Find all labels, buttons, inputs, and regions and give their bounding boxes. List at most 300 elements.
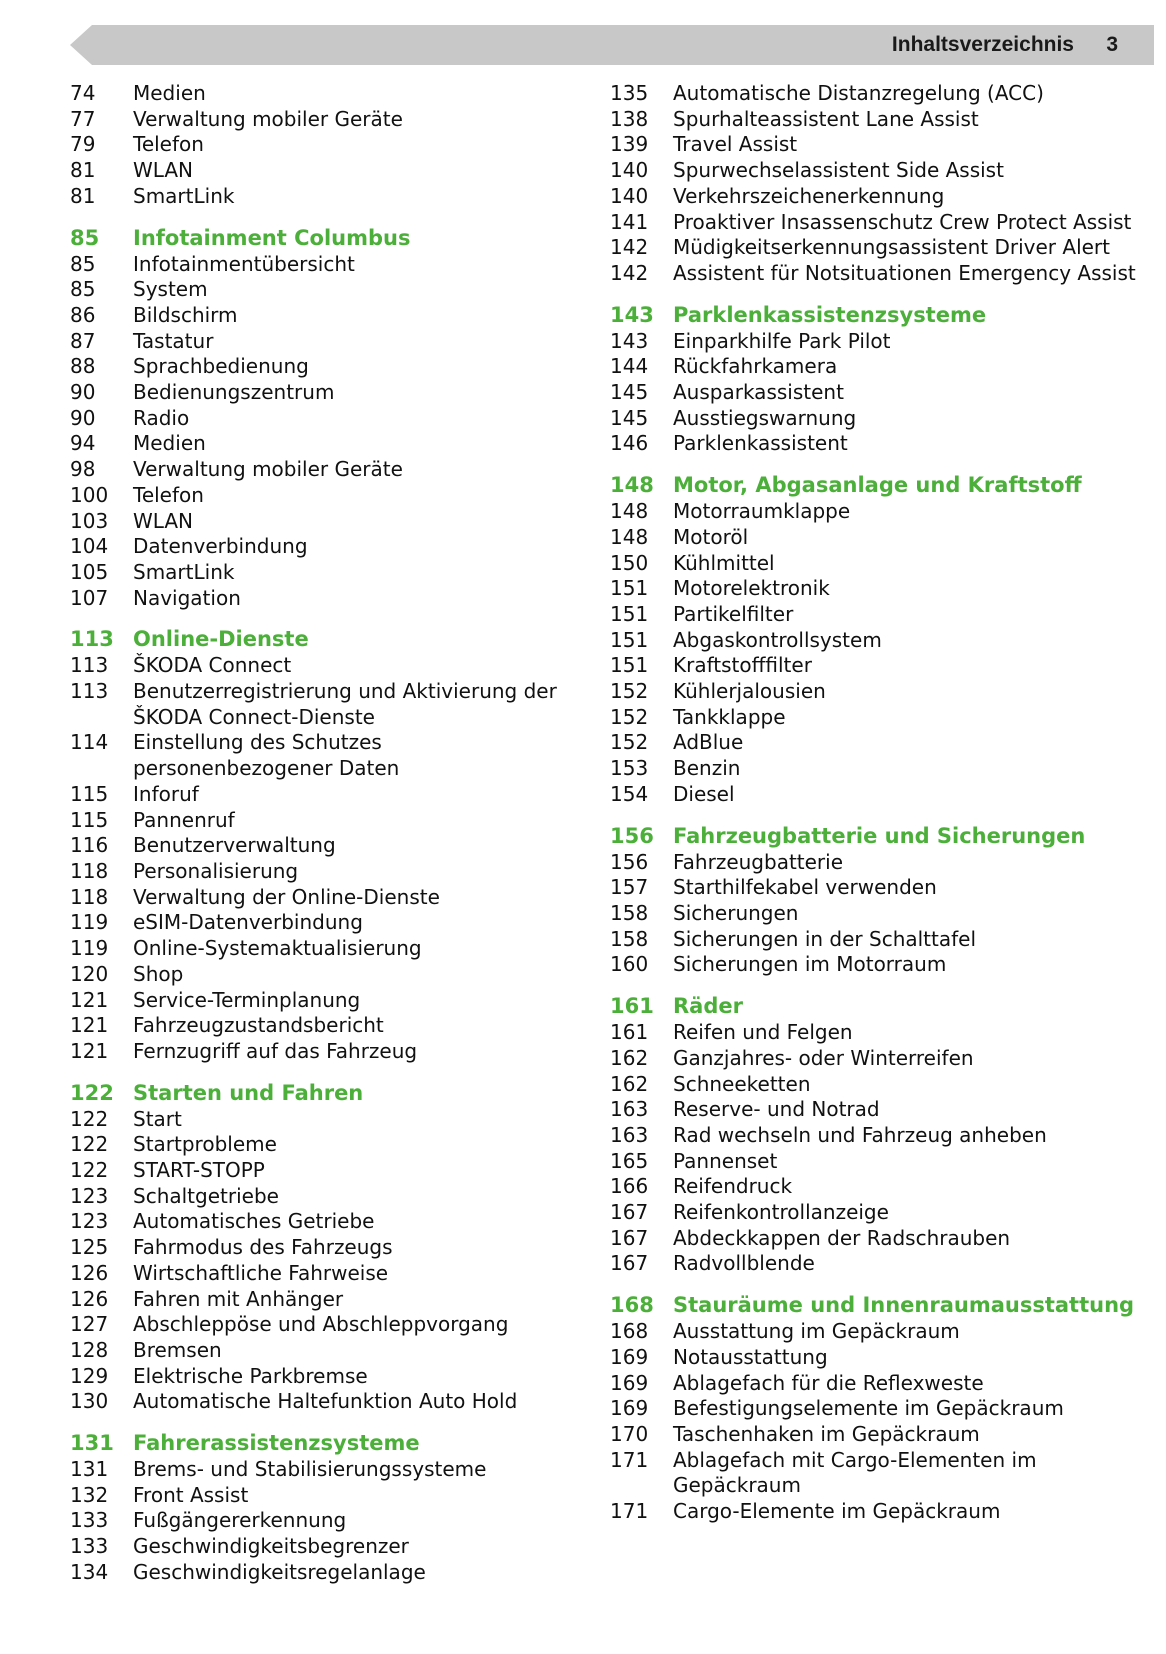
page-ref: 107 — [70, 585, 109, 610]
toc-entry[interactable] — [70, 1483, 570, 1509]
toc-entry[interactable] — [70, 1534, 570, 1560]
toc-entry[interactable] — [610, 756, 1140, 782]
entry-title: Navigation — [133, 585, 241, 610]
entry-title: Kraftstofffilter — [673, 653, 812, 678]
page-ref: 167 — [610, 1200, 649, 1225]
entry-title: Bremsen — [133, 1337, 222, 1362]
entry-title: System — [133, 277, 208, 302]
entry-title: Rückfahrkamera — [673, 354, 838, 379]
toc-entry[interactable] — [70, 1338, 570, 1364]
toc-entry[interactable] — [70, 277, 570, 303]
entry-title: Benutzerregistrierung und Aktivierung der ŠKODA Connect-Dienste — [133, 679, 557, 729]
entry-title: Abdeckkappen der Radschrauben — [673, 1225, 1011, 1250]
page-ref: 148 — [610, 524, 649, 549]
entry-title: Fahrmodus des Fahrzeugs — [133, 1235, 393, 1260]
page-ref: 129 — [70, 1363, 109, 1388]
toc-entry[interactable] — [610, 406, 1140, 432]
page-ref: 152 — [610, 679, 649, 704]
entry-title: Sicherungen in der Schalttafel — [673, 926, 977, 951]
entry-title: Medien — [133, 431, 206, 456]
page-ref: 162 — [610, 1071, 649, 1096]
toc-entry[interactable] — [70, 380, 570, 406]
toc-section-heading[interactable] — [610, 1292, 1140, 1319]
page-ref: 123 — [70, 1209, 109, 1234]
page-ref: 100 — [70, 482, 109, 507]
entry-title: Verkehrszeichenerkennung — [673, 183, 945, 208]
toc-entry[interactable] — [70, 184, 570, 210]
toc-section-heading[interactable] — [610, 472, 1140, 499]
toc-entry[interactable] — [610, 705, 1140, 731]
toc-column-left — [70, 81, 570, 1586]
entry-title: WLAN — [133, 508, 194, 533]
entry-title: ŠKODA Connect — [133, 653, 292, 678]
page-ref: 169 — [610, 1396, 649, 1421]
section-title: Fahrerassistenzsysteme — [133, 1431, 420, 1456]
toc-entry[interactable] — [70, 885, 570, 911]
toc-entry[interactable] — [610, 628, 1140, 654]
page-ref: 143 — [610, 328, 649, 353]
entry-title: Einstellung des Schutzes personenbezogener Daten — [133, 730, 400, 781]
page-ref: 151 — [610, 601, 649, 626]
page-ref: 85 — [70, 225, 100, 250]
entry-title: Fahren mit Anhänger — [133, 1286, 344, 1311]
toc-entry[interactable] — [70, 1184, 570, 1210]
page-ref: 121 — [70, 1013, 109, 1038]
page-ref: 128 — [70, 1337, 109, 1362]
page-ref: 163 — [610, 1122, 649, 1147]
toc-entry[interactable] — [70, 158, 570, 184]
toc-entry[interactable] — [70, 1364, 570, 1390]
page-ref: 125 — [70, 1235, 109, 1260]
page-ref: 161 — [610, 1020, 649, 1045]
toc-entry[interactable] — [610, 901, 1140, 927]
entry-title: SmartLink — [133, 183, 235, 208]
entry-title: Sicherungen — [673, 900, 799, 925]
entry-title: Ausparkassistent — [673, 380, 844, 405]
entry-title: Abgaskontrollsystem — [673, 627, 882, 652]
page-ref: 158 — [610, 926, 649, 951]
toc-entry[interactable] — [70, 252, 570, 278]
page-ref: 122 — [70, 1158, 109, 1183]
page-ref: 153 — [610, 756, 649, 781]
page-ref: 121 — [70, 987, 109, 1012]
entry-title: Startprobleme — [133, 1132, 277, 1157]
page-ref: 127 — [70, 1312, 109, 1337]
entry-title: Starthilfekabel verwenden — [673, 875, 937, 900]
entry-title: Telefon — [133, 482, 204, 507]
page-ref: 162 — [610, 1045, 649, 1070]
entry-title: Sprachbedienung — [133, 354, 309, 379]
entry-title: Fußgängererkennung — [133, 1508, 347, 1533]
entry-title: Elektrische Parkbremse — [133, 1363, 368, 1388]
entry-title: AdBlue — [673, 730, 744, 755]
entry-title: Front Assist — [133, 1482, 249, 1507]
entry-title: Müdigkeitserkennungsassistent Driver Alert — [673, 235, 1110, 260]
toc-entry[interactable] — [610, 132, 1140, 158]
entry-title: Automatische Haltefunktion Auto Hold — [133, 1389, 518, 1414]
entry-title: Kühlmittel — [673, 550, 775, 575]
entry-title: Telefon — [133, 132, 204, 157]
toc-entry[interactable] — [70, 354, 570, 380]
toc-entry[interactable] — [70, 303, 570, 329]
page-number: 3 — [1106, 33, 1118, 56]
toc-entry[interactable] — [70, 808, 570, 834]
toc-entry[interactable] — [610, 1149, 1140, 1175]
page-ref: 145 — [610, 405, 649, 430]
entry-title: Motorelektronik — [673, 576, 830, 601]
entry-title: Reifendruck — [673, 1174, 793, 1199]
page-ref: 113 — [70, 627, 114, 652]
toc-entry[interactable] — [610, 730, 1140, 756]
entry-title: Ausstattung im Gepäckraum — [673, 1319, 960, 1344]
entry-title: Reifen und Felgen — [673, 1020, 853, 1045]
page-ref: 156 — [610, 849, 649, 874]
page-ref: 171 — [610, 1499, 649, 1524]
toc-entry[interactable] — [610, 952, 1140, 978]
entry-title: Spurwechselassistent Side Assist — [673, 158, 1004, 183]
entry-title: Fahrzeugbatterie — [673, 849, 844, 874]
toc-entry[interactable] — [70, 1261, 570, 1287]
page-ref: 81 — [70, 158, 96, 183]
entry-title: Travel Assist — [673, 132, 798, 157]
entry-title: Brems- und Stabilisierungssysteme — [133, 1457, 487, 1482]
toc-entry[interactable] — [610, 380, 1140, 406]
toc-entry[interactable] — [610, 1319, 1140, 1345]
toc-entry[interactable] — [610, 1226, 1140, 1252]
page-ref: 170 — [610, 1421, 649, 1446]
toc-entry[interactable] — [70, 1560, 570, 1586]
entry-title: Fernzugriff auf das Fahrzeug — [133, 1038, 418, 1063]
toc-entry[interactable] — [70, 1158, 570, 1184]
toc-entry[interactable] — [70, 988, 570, 1014]
page-ref: 118 — [70, 858, 109, 883]
page-ref: 135 — [610, 81, 649, 105]
entry-title: Geschwindigkeitsregelanlage — [133, 1559, 426, 1584]
toc-entry[interactable] — [70, 457, 570, 483]
page-ref: 113 — [70, 679, 109, 704]
toc-entry[interactable] — [70, 653, 570, 679]
toc-entry[interactable] — [610, 107, 1140, 133]
entry-title: Service-Terminplanung — [133, 987, 361, 1012]
toc-entry[interactable] — [610, 850, 1140, 876]
toc-entry[interactable] — [610, 1046, 1140, 1072]
section-title: Parklenkassistenzsysteme — [673, 302, 987, 327]
page-ref: 81 — [70, 183, 96, 208]
section-title: Infotainment Columbus — [133, 225, 411, 250]
page-ref: 115 — [70, 781, 109, 806]
toc-entry[interactable] — [70, 1389, 570, 1415]
toc-section-heading[interactable] — [70, 1080, 570, 1107]
toc-entry[interactable] — [610, 1345, 1140, 1371]
entry-title: Inforuf — [133, 781, 199, 806]
toc-entry[interactable] — [70, 679, 570, 730]
toc-entry[interactable] — [70, 534, 570, 560]
toc-entry[interactable] — [610, 431, 1140, 457]
page-ref: 160 — [610, 952, 649, 977]
toc-entry[interactable] — [70, 1312, 570, 1338]
toc-column-right — [610, 81, 1140, 1525]
page-ref: 142 — [610, 235, 649, 260]
entry-title: Bildschirm — [133, 302, 238, 327]
entry-title: Spurhalteassistent Lane Assist — [673, 106, 979, 131]
toc-entry[interactable] — [70, 1457, 570, 1483]
toc-entry[interactable] — [610, 927, 1140, 953]
entry-title: Online-Systemaktualisierung — [133, 936, 422, 961]
entry-title: Befestigungselemente im Gepäckraum — [673, 1396, 1064, 1421]
entry-title: SmartLink — [133, 559, 235, 584]
page-ref: 169 — [610, 1344, 649, 1369]
entry-title: Datenverbindung — [133, 534, 308, 559]
toc-entry[interactable] — [610, 1499, 1140, 1525]
entry-title: Geschwindigkeitsbegrenzer — [133, 1534, 409, 1559]
page-ref: 119 — [70, 910, 109, 935]
toc-entry[interactable] — [610, 354, 1140, 380]
entry-title: Shop — [133, 961, 184, 986]
page-ref: 103 — [70, 508, 109, 533]
toc-entry[interactable] — [610, 576, 1140, 602]
page-ref: 141 — [610, 209, 649, 234]
entry-title: Abschleppöse und Abschleppvorgang — [133, 1312, 509, 1337]
page-ref: 85 — [70, 251, 96, 276]
entry-title: eSIM-Datenverbindung — [133, 910, 363, 935]
entry-title: Radvollblende — [673, 1251, 815, 1276]
page-ref: 171 — [610, 1447, 649, 1472]
section-title: Online-Dienste — [133, 627, 309, 652]
entry-title: Verwaltung mobiler Geräte — [133, 106, 403, 131]
entry-title: Einparkhilfe Park Pilot — [673, 328, 891, 353]
toc-entry[interactable] — [610, 1020, 1140, 1046]
page-ref: 134 — [70, 1559, 109, 1584]
entry-title: Verwaltung mobiler Geräte — [133, 457, 403, 482]
entry-title: Bedienungszentrum — [133, 380, 335, 405]
toc-entry[interactable] — [610, 81, 1140, 107]
toc-entry[interactable] — [70, 483, 570, 509]
toc-entry[interactable] — [610, 1371, 1140, 1397]
page-ref: 90 — [70, 380, 96, 405]
page-ref: 165 — [610, 1148, 649, 1173]
toc-section-heading[interactable] — [70, 626, 570, 653]
entry-title: Infotainmentübersicht — [133, 251, 355, 276]
page-ref: 87 — [70, 328, 96, 353]
entry-title: Personalisierung — [133, 858, 299, 883]
page-ref: 140 — [610, 158, 649, 183]
page-ref: 113 — [70, 653, 109, 678]
page-ref: 115 — [70, 807, 109, 832]
entry-title: Radio — [133, 405, 190, 430]
toc-entry[interactable] — [70, 560, 570, 586]
toc-entry[interactable] — [70, 730, 570, 781]
toc-entry[interactable] — [70, 406, 570, 432]
page-ref: 121 — [70, 1038, 109, 1063]
page-ref: 79 — [70, 132, 96, 157]
entry-title: Verwaltung der Online-Dienste — [133, 884, 440, 909]
page-ref: 158 — [610, 900, 649, 925]
page-ref: 148 — [610, 473, 654, 498]
toc-entry[interactable] — [610, 525, 1140, 551]
entry-title: Automatische Distanzregelung (ACC) — [673, 81, 1044, 105]
toc-entry[interactable] — [610, 653, 1140, 679]
page-ref: 156 — [610, 823, 654, 848]
page-ref: 143 — [610, 302, 654, 327]
toc-entry[interactable] — [70, 1235, 570, 1261]
toc-entry[interactable] — [610, 1448, 1140, 1499]
entry-title: Motoröl — [673, 524, 749, 549]
section-title: Räder — [673, 994, 743, 1019]
entry-title: Notausstattung — [673, 1344, 828, 1369]
page-ref: 148 — [610, 499, 649, 524]
section-title: Stauräume und Innenraumausstattung — [673, 1293, 1135, 1318]
entry-title: Ganzjahres- oder Winterreifen — [673, 1045, 974, 1070]
entry-title: Tankklappe — [673, 704, 786, 729]
page-ref: 74 — [70, 81, 96, 105]
toc-entry[interactable] — [70, 1107, 570, 1133]
toc-entry[interactable] — [610, 1422, 1140, 1448]
toc-entry[interactable] — [70, 1209, 570, 1235]
page-ref: 85 — [70, 277, 96, 302]
toc-entry[interactable] — [70, 1013, 570, 1039]
page-ref: 94 — [70, 431, 96, 456]
toc-entry[interactable] — [610, 1200, 1140, 1226]
toc-entry[interactable] — [610, 1174, 1140, 1200]
page-ref: 138 — [610, 106, 649, 131]
page-ref: 140 — [610, 183, 649, 208]
toc-entry[interactable] — [610, 1097, 1140, 1123]
toc-entry[interactable] — [70, 1039, 570, 1065]
toc-entry[interactable] — [610, 235, 1140, 261]
entry-title: START-STOPP — [133, 1158, 265, 1183]
page-ref: 139 — [610, 132, 649, 157]
page-ref: 157 — [610, 875, 649, 900]
page-ref: 154 — [610, 781, 649, 806]
toc-entry[interactable] — [610, 1396, 1140, 1422]
entry-title: Automatisches Getriebe — [133, 1209, 375, 1234]
page-ref: 116 — [70, 833, 109, 858]
page-ref: 133 — [70, 1534, 109, 1559]
page-ref: 131 — [70, 1431, 114, 1456]
toc-entry[interactable] — [70, 1508, 570, 1534]
page-ref: 133 — [70, 1508, 109, 1533]
page-ref: 169 — [610, 1370, 649, 1395]
page-ref: 151 — [610, 627, 649, 652]
toc-entry[interactable] — [610, 875, 1140, 901]
toc-entry[interactable] — [610, 1251, 1140, 1277]
toc-entry[interactable] — [610, 184, 1140, 210]
entry-title: Diesel — [673, 781, 735, 806]
toc-entry[interactable] — [610, 1123, 1140, 1149]
toc-entry[interactable] — [70, 509, 570, 535]
page-ref: 152 — [610, 704, 649, 729]
page-ref: 119 — [70, 936, 109, 961]
section-title: Fahrzeugbatterie und Sicherungen — [673, 823, 1086, 848]
page-ref: 150 — [610, 550, 649, 575]
toc-entry[interactable] — [610, 551, 1140, 577]
toc-entry[interactable] — [70, 586, 570, 612]
toc-entry[interactable] — [70, 962, 570, 988]
toc-entry[interactable] — [70, 107, 570, 133]
toc-entry[interactable] — [610, 782, 1140, 808]
entry-title: Sicherungen im Motorraum — [673, 952, 947, 977]
page-ref: 146 — [610, 431, 649, 456]
toc-entry[interactable] — [70, 782, 570, 808]
entry-title: Wirtschaftliche Fahrweise — [133, 1260, 389, 1285]
page-ref: 90 — [70, 405, 96, 430]
entry-title: Start — [133, 1106, 182, 1131]
entry-title: Assistent für Notsituationen Emergency Assist — [673, 260, 1136, 285]
page-ref: 123 — [70, 1183, 109, 1208]
toc-section-heading[interactable] — [610, 302, 1140, 329]
entry-title: Partikelfilter — [673, 601, 794, 626]
page-ref: 132 — [70, 1482, 109, 1507]
page-ref: 151 — [610, 653, 649, 678]
toc-entry[interactable] — [70, 329, 570, 355]
toc-section-heading[interactable] — [70, 225, 570, 252]
page-ref: 144 — [610, 354, 649, 379]
entry-title: Reifenkontrollanzeige — [673, 1200, 889, 1225]
entry-title: WLAN — [133, 158, 194, 183]
toc-entry[interactable] — [70, 132, 570, 158]
toc-entry[interactable] — [70, 431, 570, 457]
entry-title: Fahrzeugzustandsbericht — [133, 1013, 384, 1038]
page-ref: 166 — [610, 1174, 649, 1199]
page-ref: 152 — [610, 730, 649, 755]
entry-title: Motorraumklappe — [673, 499, 851, 524]
toc-entry[interactable] — [70, 81, 570, 107]
section-title: Motor, Abgasanlage und Kraftstoff — [673, 473, 1082, 498]
toc-entry[interactable] — [610, 329, 1140, 355]
toc-entry[interactable] — [610, 602, 1140, 628]
entry-title: Rad wechseln und Fahrzeug anheben — [673, 1122, 1047, 1147]
entry-title: Schneeketten — [673, 1071, 811, 1096]
entry-title: Medien — [133, 81, 206, 105]
page-ref: 126 — [70, 1260, 109, 1285]
page-ref: 120 — [70, 961, 109, 986]
toc-entry[interactable] — [70, 910, 570, 936]
toc-entry[interactable] — [610, 499, 1140, 525]
section-title: Starten und Fahren — [133, 1080, 364, 1105]
toc-section-heading[interactable] — [70, 1430, 570, 1457]
toc-entry[interactable] — [70, 859, 570, 885]
entry-title: Pannenruf — [133, 807, 235, 832]
page-ref: 98 — [70, 457, 96, 482]
entry-title: Proaktiver Insassenschutz Crew Protect Assist — [673, 209, 1132, 234]
entry-title: Benzin — [673, 756, 741, 781]
toc-entry[interactable] — [70, 833, 570, 859]
toc-entry[interactable] — [610, 261, 1140, 287]
page-ref: 126 — [70, 1286, 109, 1311]
page-ref: 145 — [610, 380, 649, 405]
toc-section-heading[interactable] — [610, 823, 1140, 850]
toc-entry[interactable] — [610, 1072, 1140, 1098]
toc-entry[interactable] — [610, 679, 1140, 705]
toc-entry[interactable] — [70, 1287, 570, 1313]
toc-entry[interactable] — [610, 158, 1140, 184]
toc-entry[interactable] — [70, 1132, 570, 1158]
page-ref: 168 — [610, 1319, 649, 1344]
page-ref: 142 — [610, 260, 649, 285]
page-ref: 77 — [70, 106, 96, 131]
page-ref: 104 — [70, 534, 109, 559]
page-ref: 105 — [70, 559, 109, 584]
entry-title: Reserve- und Notrad — [673, 1097, 880, 1122]
page-ref: 88 — [70, 354, 96, 379]
entry-title: Parklenkassistent — [673, 431, 848, 456]
page-ref: 168 — [610, 1293, 654, 1318]
entry-title: Taschenhaken im Gepäckraum — [673, 1421, 980, 1446]
page-ref: 122 — [70, 1080, 114, 1105]
toc-section-heading[interactable] — [610, 993, 1140, 1020]
toc-entry[interactable] — [610, 210, 1140, 236]
toc-entry[interactable] — [70, 936, 570, 962]
